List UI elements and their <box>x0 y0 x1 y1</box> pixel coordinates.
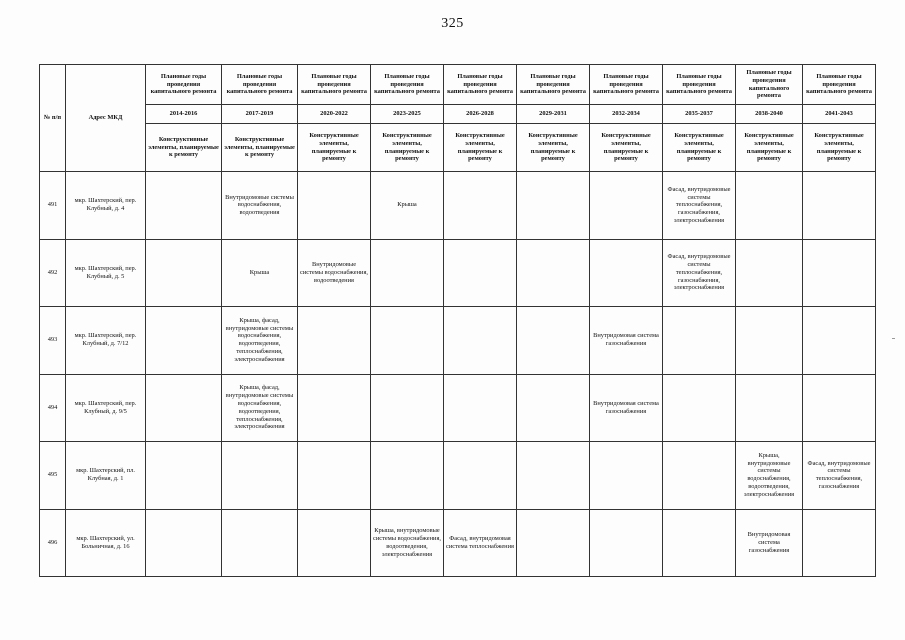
repair-cell-2035-2037: Фасад, внутридомовые системы теплоснабжения, газоснабжения, электроснабжения <box>663 172 736 240</box>
repair-cell-2017-2019: Крыша, фасад, внутридомовые системы водоснабжения, водоотведения, теплоснабжения, электроснабжения <box>222 374 298 442</box>
repair-cell-2020-2022: Внутридомовые системы водоснабжения, водоотведения <box>298 239 371 307</box>
repair-cell-2032-2034 <box>590 172 663 240</box>
repair-cell-2029-2031 <box>517 442 590 510</box>
table-row <box>40 239 876 307</box>
table-row <box>40 374 876 442</box>
repair-cell-2038-2040 <box>736 307 803 375</box>
header-elements-title: Конструктивные элементы, планируемые к ремонту <box>517 124 590 172</box>
header-plan-title: Плановые годы проведения капитального ремонта <box>222 65 298 105</box>
header-elements-title: Конструктивные элементы, планируемые к ремонту <box>590 124 663 172</box>
repair-cell-2014-2016 <box>146 442 222 510</box>
repair-cell-2032-2034: Внутридомовая система газоснабжения <box>590 374 663 442</box>
row-number: 492 <box>40 239 66 307</box>
header-row-periods <box>40 105 876 124</box>
capital-repair-plan-table <box>39 64 876 577</box>
header-period-2029-2031: 2029-2031 <box>517 105 590 124</box>
row-address: мкр. Шахтерский, пер. Клубный, д. 5 <box>66 239 146 307</box>
repair-cell-2023-2025 <box>371 307 444 375</box>
header-period-2041-2043: 2041-2043 <box>803 105 876 124</box>
header-period-2038-2040: 2038-2040 <box>736 105 803 124</box>
repair-cell-2041-2043 <box>803 374 876 442</box>
header-period-2017-2019: 2017-2019 <box>222 105 298 124</box>
repair-cell-2017-2019: Внутридомовые системы водоснабжения, водоотведения <box>222 172 298 240</box>
row-address: мкр. Шахтерский, пер. Клубный, д. 4 <box>66 172 146 240</box>
header-elements-title: Конструктивные элементы, планируемые к ремонту <box>736 124 803 172</box>
header-elements-title: Конструктивные элементы, планируемые к ремонту <box>444 124 517 172</box>
row-address: мкр. Шахтерский, ул. Больничная, д. 16 <box>66 509 146 577</box>
repair-cell-2017-2019: Крыша, фасад, внутридомовые системы водоснабжения, водоотведения, теплоснабжения, электроснабжения <box>222 307 298 375</box>
header-period-2026-2028: 2026-2028 <box>444 105 517 124</box>
repair-cell-2020-2022 <box>298 172 371 240</box>
table-row <box>40 442 876 510</box>
row-address: мкр. Шахтерский, пер. Клубный, д. 9/5 <box>66 374 146 442</box>
repair-cell-2029-2031 <box>517 509 590 577</box>
repair-cell-2023-2025: Крыша, внутридомовые системы водоснабжения, водоотведения, электроснабжения <box>371 509 444 577</box>
header-plan-title: Плановые годы проведения капитального ремонта <box>663 65 736 105</box>
repair-cell-2023-2025: Крыша <box>371 172 444 240</box>
repair-cell-2032-2034 <box>590 239 663 307</box>
repair-cell-2014-2016 <box>146 172 222 240</box>
header-plan-title: Плановые годы проведения капитального ремонта <box>590 65 663 105</box>
repair-cell-2041-2043: Фасад, внутридомовые системы теплоснабжения, газоснабжения <box>803 442 876 510</box>
repair-cell-2014-2016 <box>146 307 222 375</box>
row-number: 495 <box>40 442 66 510</box>
repair-cell-2035-2037 <box>663 374 736 442</box>
repair-cell-2029-2031 <box>517 239 590 307</box>
header-row-elements <box>40 124 876 172</box>
repair-cell-2026-2028: Фасад, внутридомовая система теплоснабжения <box>444 509 517 577</box>
header-period-2023-2025: 2023-2025 <box>371 105 444 124</box>
header-num: № п/п <box>40 65 66 172</box>
repair-cell-2032-2034: Внутридомовая система газоснабжения <box>590 307 663 375</box>
header-plan-title: Плановые годы проведения капитального ремонта <box>517 65 590 105</box>
repair-cell-2017-2019 <box>222 509 298 577</box>
repair-cell-2041-2043 <box>803 239 876 307</box>
header-elements-title: Конструктивные элементы, планируемые к ремонту <box>803 124 876 172</box>
repair-cell-2032-2034 <box>590 442 663 510</box>
repair-cell-2035-2037 <box>663 509 736 577</box>
repair-cell-2041-2043 <box>803 307 876 375</box>
repair-cell-2020-2022 <box>298 307 371 375</box>
repair-cell-2026-2028 <box>444 172 517 240</box>
repair-cell-2026-2028 <box>444 239 517 307</box>
repair-cell-2041-2043 <box>803 172 876 240</box>
repair-cell-2038-2040 <box>736 239 803 307</box>
header-address: Адрес МКД <box>66 65 146 172</box>
repair-cell-2017-2019: Крыша <box>222 239 298 307</box>
repair-cell-2029-2031 <box>517 374 590 442</box>
repair-cell-2020-2022 <box>298 442 371 510</box>
row-number: 494 <box>40 374 66 442</box>
repair-cell-2014-2016 <box>146 239 222 307</box>
header-row-plan-titles <box>40 65 876 105</box>
header-period-2035-2037: 2035-2037 <box>663 105 736 124</box>
repair-cell-2020-2022 <box>298 509 371 577</box>
scan-mark <box>892 338 895 339</box>
table-row <box>40 307 876 375</box>
table-row <box>40 172 876 240</box>
header-elements-title: Конструктивные элементы, планируемые к ремонту <box>371 124 444 172</box>
header-plan-title: Плановые годы проведения капитального ремонта <box>444 65 517 105</box>
repair-cell-2035-2037: Фасад, внутридомовые системы теплоснабжения, газоснабжения, электроснабжения <box>663 239 736 307</box>
repair-cell-2035-2037 <box>663 442 736 510</box>
repair-cell-2035-2037 <box>663 307 736 375</box>
row-address: мкр. Шахтерский, пер. Клубный, д. 7/12 <box>66 307 146 375</box>
row-number: 493 <box>40 307 66 375</box>
header-elements-title: Конструктивные элементы, планируемые к ремонту <box>222 124 298 172</box>
row-number: 496 <box>40 509 66 577</box>
repair-cell-2026-2028 <box>444 307 517 375</box>
row-number: 491 <box>40 172 66 240</box>
repair-cell-2020-2022 <box>298 374 371 442</box>
header-period-2020-2022: 2020-2022 <box>298 105 371 124</box>
repair-cell-2038-2040: Внутридомовая система газоснабжения <box>736 509 803 577</box>
header-plan-title: Плановые годы проведения капитального ремонта <box>298 65 371 105</box>
repair-cell-2038-2040 <box>736 374 803 442</box>
repair-cell-2023-2025 <box>371 239 444 307</box>
header-elements-title: Конструктивные элементы, планируемые к ремонту <box>146 124 222 172</box>
page-number: 325 <box>441 16 464 31</box>
repair-cell-2029-2031 <box>517 172 590 240</box>
repair-cell-2038-2040: Крыша, внутридомовые системы водоснабжения, водоотведения, электроснабжения <box>736 442 803 510</box>
repair-cell-2032-2034 <box>590 509 663 577</box>
repair-cell-2038-2040 <box>736 172 803 240</box>
table-row <box>40 509 876 577</box>
header-plan-title: Плановые годы проведения капитального ремонта <box>736 65 803 105</box>
header-elements-title: Конструктивные элементы, планируемые к ремонту <box>663 124 736 172</box>
repair-cell-2026-2028 <box>444 442 517 510</box>
header-plan-title: Плановые годы проведения капитального ремонта <box>803 65 876 105</box>
repair-cell-2029-2031 <box>517 307 590 375</box>
repair-cell-2017-2019 <box>222 442 298 510</box>
repair-cell-2014-2016 <box>146 374 222 442</box>
header-elements-title: Конструктивные элементы, планируемые к ремонту <box>298 124 371 172</box>
header-plan-title: Плановые годы проведения капитального ремонта <box>371 65 444 105</box>
repair-cell-2014-2016 <box>146 509 222 577</box>
repair-cell-2023-2025 <box>371 374 444 442</box>
header-period-2032-2034: 2032-2034 <box>590 105 663 124</box>
repair-cell-2026-2028 <box>444 374 517 442</box>
header-period-2014-2016: 2014-2016 <box>146 105 222 124</box>
repair-cell-2041-2043 <box>803 509 876 577</box>
header-plan-title: Плановые годы проведения капитального ремонта <box>146 65 222 105</box>
row-address: мкр. Шахтерский, пл. Клубная, д. 1 <box>66 442 146 510</box>
repair-cell-2023-2025 <box>371 442 444 510</box>
